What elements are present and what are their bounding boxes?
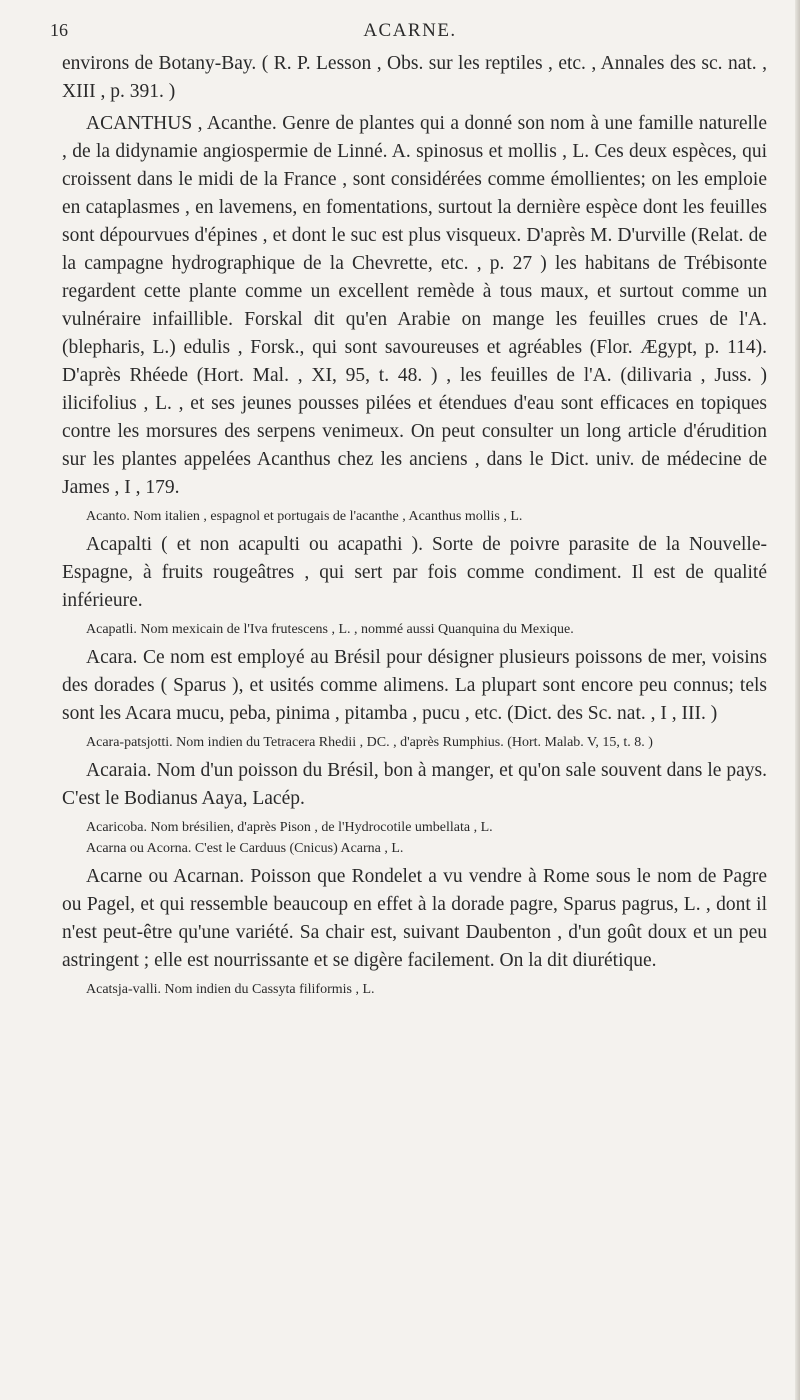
- entry-acapalti: Acapalti ( et non acapulti ou acapathi ). Sorte de poivre parasite de la Nouvelle-Espagne, à fruits rougeâtres , qui sert par fois comme condiment. Il est de qualité inférieure.: [62, 534, 767, 611]
- entry-acara: Acara. Ce nom est employé au Brésil pour désigner plusieurs poissons de mer, voisins des dorades ( Sparus ), et usités comme alimens. La plupart sont encore peu connus; tels sont les Acara mucu, peba, pinima , pitamba , pucu , etc. (Dict. des Sc. nat. , I , III. ): [62, 647, 767, 724]
- entry-acarne: Acarne ou Acarnan. Poisson que Rondelet a vu vendre à Rome sous le nom de Pagre ou Pagel, et qui ressemble beaucoup en effet à la dorade pagre, Sparus pagrus, L. , dont il n'est peut-être qu'une variété. Sa chair est, suivant Daubenton , d'un goût doux et un peu astringent ; elle est nourrissante et se digère facilement. On la dit diurétique.: [62, 866, 767, 971]
- page-header: [50, 20, 770, 50]
- entry-acaraia: Acaraia. Nom d'un poisson du Brésil, bon à manger, et qu'on sale souvent dans le pays. C'est le Bodianus Aaya, Lacép.: [62, 760, 767, 809]
- page-number: 16: [50, 20, 68, 40]
- note-acaricoba: Acaricoba. Nom brésilien, d'après Pison , de l'Hydrocotile umbellata , L.: [86, 820, 493, 835]
- note-acapatli: Acapatli. Nom mexicain de l'Iva frutescens , L. , nommé aussi Quanquina du Mexique.: [86, 622, 574, 637]
- note-acatsja-valli: Acatsja-valli. Nom indien du Cassyta filiformis , L.: [86, 982, 375, 997]
- paragraph-botany-bay: environs de Botany-Bay. ( R. P. Lesson , Obs. sur les reptiles , etc. , Annales des sc. nat. , XIII , p. 391. ): [62, 53, 767, 102]
- entry-acanthus: ACANTHUS , Acanthe. Genre de plantes qui a donné son nom à une famille naturelle , de la didynamie angiospermie de Linné. A. spinosus et mollis , L. Ces deux espèces, qui croissent dans le midi de la France , sont considérées comme émollientes; on les emploie en cataplasmes , en lavemens, en fomentations, surtout la dernière espèce dont les feuilles sont dépourvues d'épines , et dont le suc est plus visqueux. D'après M. D'urville (Relat. de la campagne hydrographique de la Chevrette, etc. , p. 27 ) les habitans de Trébisonte regardent cette plante comme un excellent remède à tous maux, et surtout comme un vulnéraire infaillible. Forskal dit qu'en Arabie on mange les feuilles crues de l'A. (blepharis, L.) edulis , Forsk., qui sont savoureuses et agréables (Flor. Ægypt, p. 114). D'après Rhéede (Hort. Mal. , XI, 95, t. 48. ) , les feuilles de l'A. (dilivaria , Juss. ) ilicifolius , L. , et ses jeunes pousses pilées et étendues d'eau sont efficaces en topiques contre les morsures des serpens venimeux. On peut consulter un long article d'érudition sur les plantes appelées Acanthus chez les anciens , dans le Dict. univ. de médecine de James , I , 179.: [62, 113, 767, 498]
- page-content: [62, 50, 767, 1000]
- note-acara-patsjotti: Acara-patsjotti. Nom indien du Tetracera Rhedii , DC. , d'après Rumphius. (Hort. Malab. V, 15, t. 8. ): [86, 735, 653, 750]
- page-edge: [795, 0, 800, 1400]
- running-head: ACARNE.: [363, 20, 457, 41]
- note-acarna: Acarna ou Acorna. C'est le Carduus (Cnicus) Acarna , L.: [86, 841, 404, 856]
- note-acanto: Acanto. Nom italien , espagnol et portugais de l'acanthe , Acanthus mollis , L.: [86, 509, 523, 524]
